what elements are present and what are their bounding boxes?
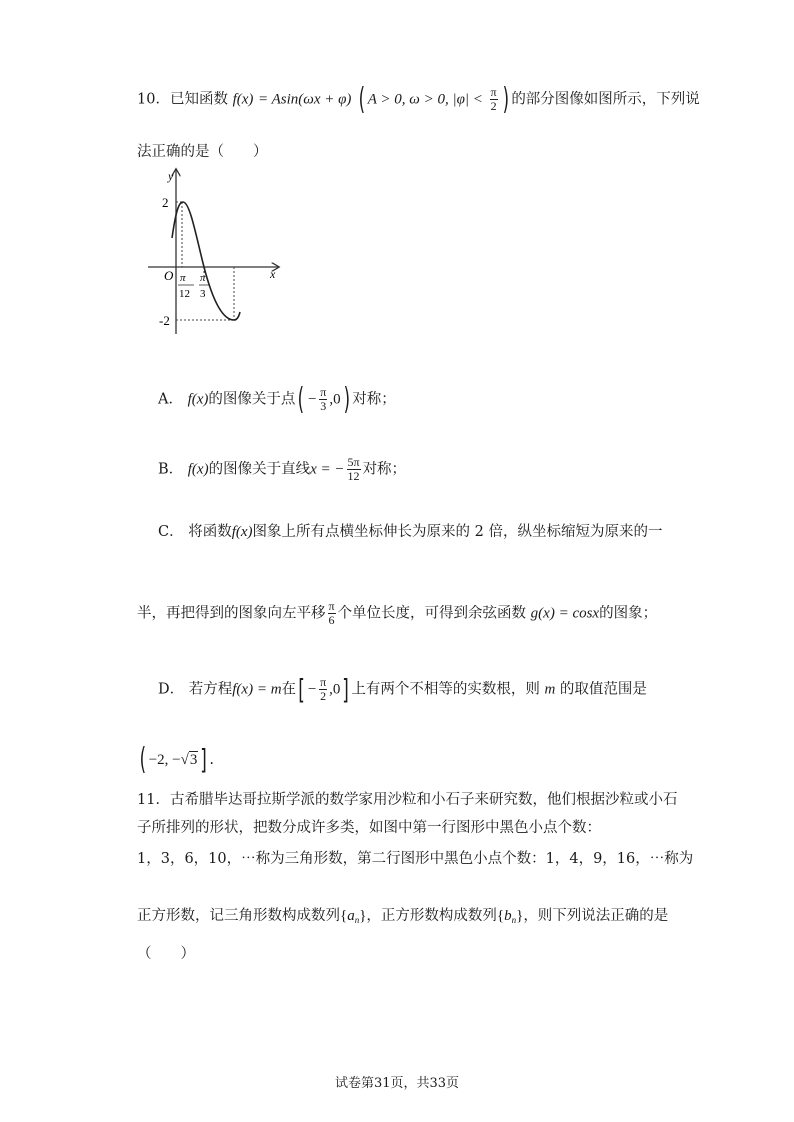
q11-line3: 1，3，6，10，⋯称为三角形数，第二行图形中黑色小点个数：1，4，9，16，⋯称为 xyxy=(137,851,694,867)
x-axis-label: x xyxy=(270,267,276,281)
option-d-label: D． xyxy=(158,681,185,698)
q10-tail: 的部分图像如图所示，下列说 xyxy=(511,91,700,108)
x-tick1-num: π xyxy=(180,272,186,284)
option-a-label: A． xyxy=(158,391,183,408)
q11-line5: （ ） xyxy=(137,946,195,962)
x-tick2-den: 3 xyxy=(200,288,206,300)
q11-line1: 11．古希腊毕达哥拉斯学派的数学家用沙粒和小石子来研究数，他们根据沙粒或小石 xyxy=(137,792,678,808)
option-d-line1: D． 若方程f(x) = m在[ − $\frac{\pi}{2}$ ,0] 上有两个不相等的实数根，则 m 的取值范围是 xyxy=(158,672,647,706)
q11-line4: 正方形数，记三角形数构成数列$\{a_n\}$，正方形数构成数列$\{b_n\}$，则下列说法正确的是 xyxy=(137,908,669,925)
q10-paren-open: ( xyxy=(358,81,366,117)
q10-intro: 已知函数 xyxy=(169,91,228,108)
x-tick2-num: π xyxy=(200,272,206,284)
option-b: B． f(x)的图像关于直线x = − $\frac{5\pi}{12}$ 对称； xyxy=(158,455,407,483)
q10-cond-frac: $\frac{\pi}{2}$ xyxy=(490,85,497,113)
q10-paren-close: ) xyxy=(502,81,509,117)
q11-line2: 子所排列的形状，把数分成许多类，如图中第一行图形中黑色小点个数： xyxy=(137,820,601,836)
page-footer: 试卷第31页，共33页 xyxy=(334,1076,460,1091)
x-tick1-den: 12 xyxy=(179,288,190,300)
y-axis-label: y xyxy=(168,169,174,183)
q11-number: 11． xyxy=(137,792,170,808)
y-tick-top: 2 xyxy=(162,195,169,210)
sine-graph xyxy=(138,166,283,338)
q10-number: 10． xyxy=(137,91,170,108)
q10-eq: = Asin(ωx + φ) xyxy=(258,91,352,108)
y-tick-bottom: -2 xyxy=(159,313,170,328)
q10-line1 xyxy=(137,81,700,117)
q10-cond: A > 0, ω > 0, |φ| < xyxy=(367,91,483,108)
q10-fx: f(x) xyxy=(232,91,254,108)
option-b-label: B． xyxy=(158,461,184,478)
option-d-line2: ( −2, −√3 ] . xyxy=(139,742,214,777)
option-c-line1: C． 将函数f(x)图象上所有点横坐标伸长为原来的 2 倍，纵坐标缩短为原来的一 xyxy=(158,524,663,540)
option-c-line2: 半，再把得到的图象向左平移 $\frac{\pi}{6}$ 个单位长度，可得到余弦函数 g(x) = cosx的图象； xyxy=(137,599,658,627)
q10-line2: 法正确的是（ ） xyxy=(137,144,268,160)
origin-label: O xyxy=(164,268,174,283)
option-c-label: C． xyxy=(158,524,184,540)
option-a: A． f(x)的图像关于点( − $\frac{\pi}{3}$ ,0) 对称； xyxy=(158,381,396,417)
